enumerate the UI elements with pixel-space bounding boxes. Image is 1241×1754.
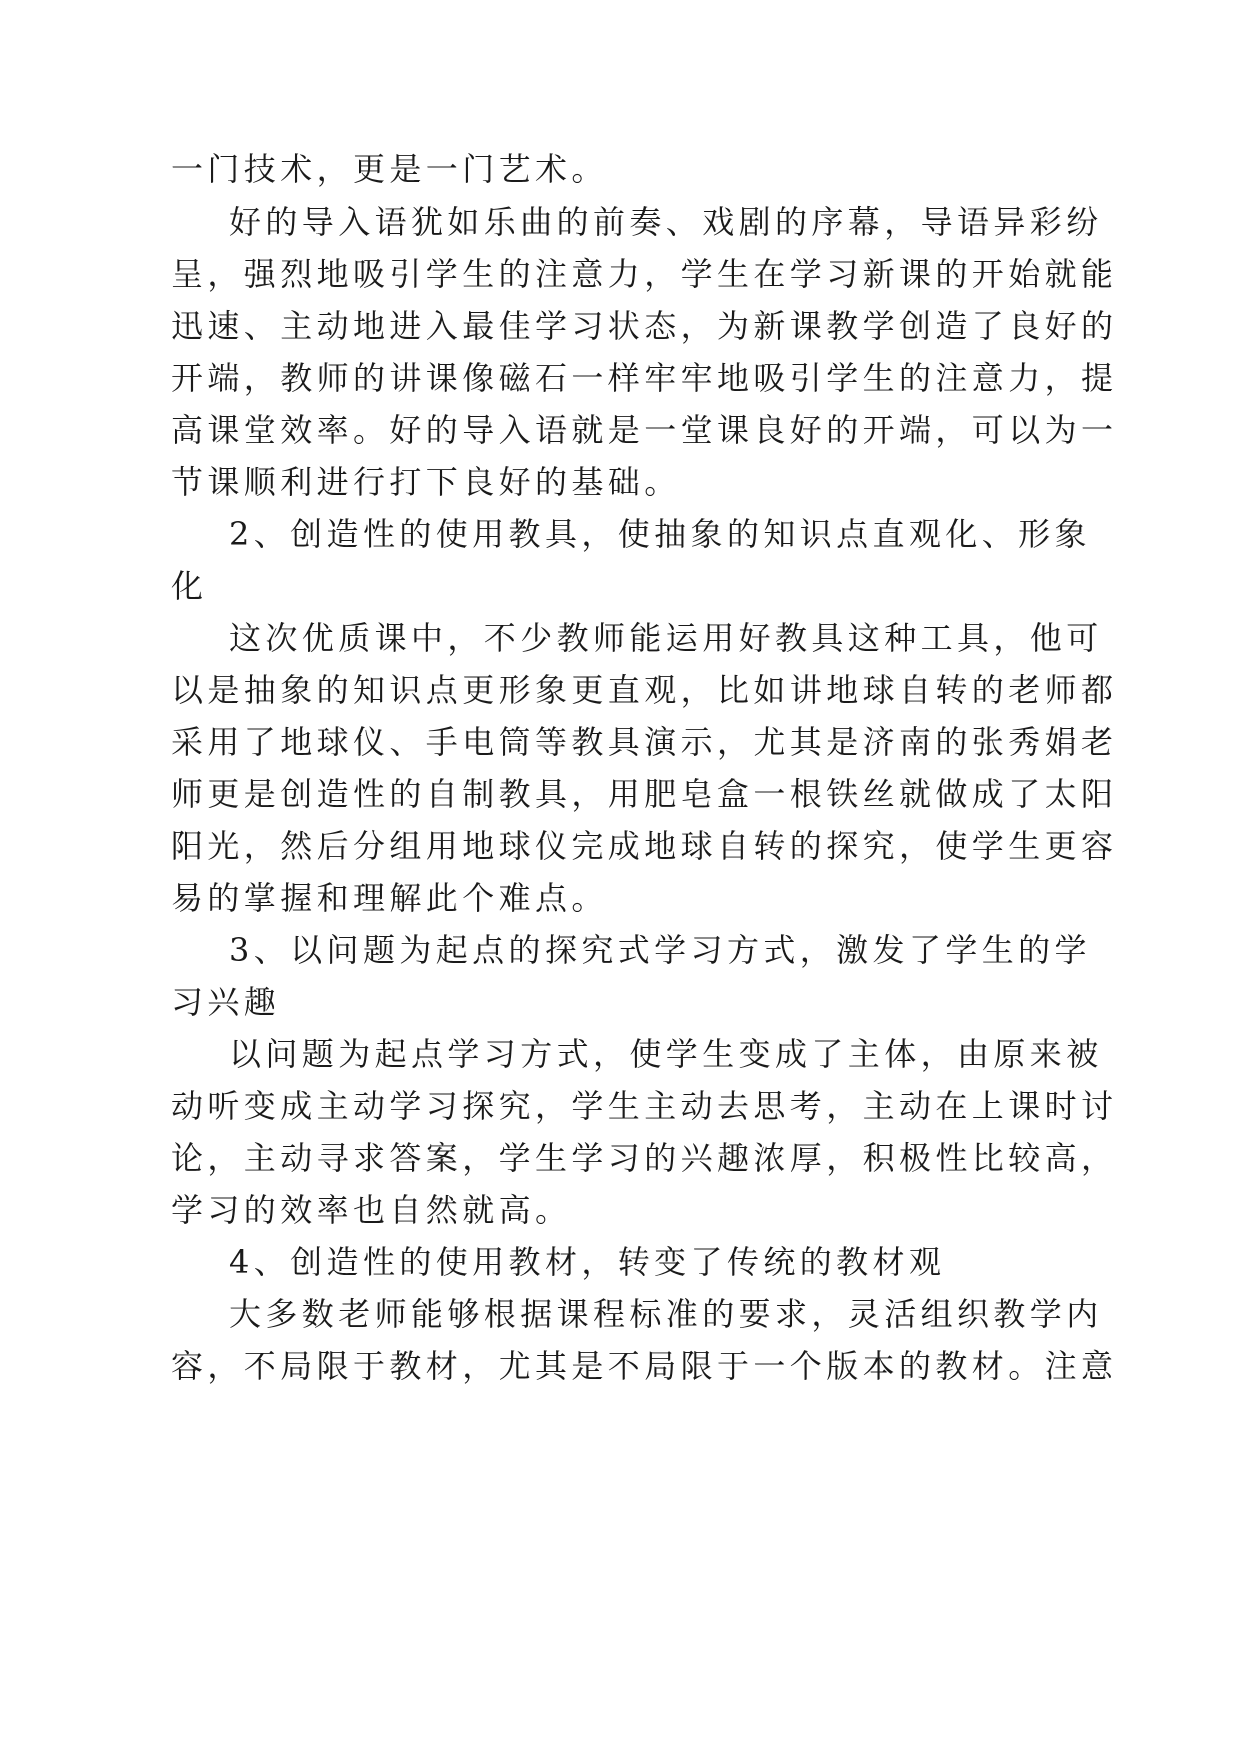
text-line: 动听变成主动学习探究，学生主动去思考，主动在上课时讨 — [171, 1087, 1118, 1125]
text-line: 采用了地球仪、手电筒等教具演示，尤其是济南的张秀娟老 — [171, 723, 1118, 761]
section-heading-line: 4、创造性的使用教材，转变了传统的教材观 — [229, 1243, 946, 1281]
text-line: 以是抽象的知识点更形象更直观，比如讲地球自转的老师都 — [171, 671, 1118, 709]
section-heading-line: 2、创造性的使用教具，使抽象的知识点直观化、形象 — [229, 515, 1091, 553]
text-line: 容，不局限于教材，尤其是不局限于一个版本的教材。注意 — [171, 1347, 1118, 1385]
text-line: 阳光，然后分组用地球仪完成地球自转的探究，使学生更容 — [171, 827, 1118, 865]
paragraph-start-line: 好的导入语犹如乐曲的前奏、戏剧的序幕，导语异彩纷 — [229, 203, 1103, 241]
text-line: 呈，强烈地吸引学生的注意力，学生在学习新课的开始就能 — [171, 255, 1118, 293]
section-heading-line: 化 — [171, 567, 208, 605]
text-line: 易的掌握和理解此个难点。 — [171, 879, 608, 917]
text-line: 高课堂效率。好的导入语就是一堂课良好的开端，可以为一 — [171, 411, 1118, 449]
paragraph-start-line: 这次优质课中，不少教师能运用好教具这种工具，他可 — [229, 619, 1103, 657]
section-heading-line: 3、以问题为起点的探究式学习方式，激发了学生的学 — [229, 931, 1091, 969]
text-line: 一门技术，更是一门艺术。 — [171, 150, 608, 188]
text-line: 开端，教师的讲课像磁石一样牢牢地吸引学生的注意力，提 — [171, 359, 1118, 397]
paragraph-start-line: 以问题为起点学习方式，使学生变成了主体，由原来被 — [229, 1035, 1103, 1073]
paragraph-start-line: 大多数老师能够根据课程标准的要求，灵活组织教学内 — [229, 1295, 1103, 1333]
text-line: 论，主动寻求答案，学生学习的兴趣浓厚，积极性比较高， — [171, 1139, 1118, 1177]
section-heading-line: 习兴趣 — [171, 983, 281, 1021]
text-line: 迅速、主动地进入最佳学习状态，为新课教学创造了良好的 — [171, 307, 1118, 345]
text-line: 师更是创造性的自制教具，用肥皂盒一根铁丝就做成了太阳 — [171, 775, 1118, 813]
text-line: 节课顺利进行打下良好的基础。 — [171, 463, 681, 501]
text-line: 学习的效率也自然就高。 — [171, 1191, 572, 1229]
